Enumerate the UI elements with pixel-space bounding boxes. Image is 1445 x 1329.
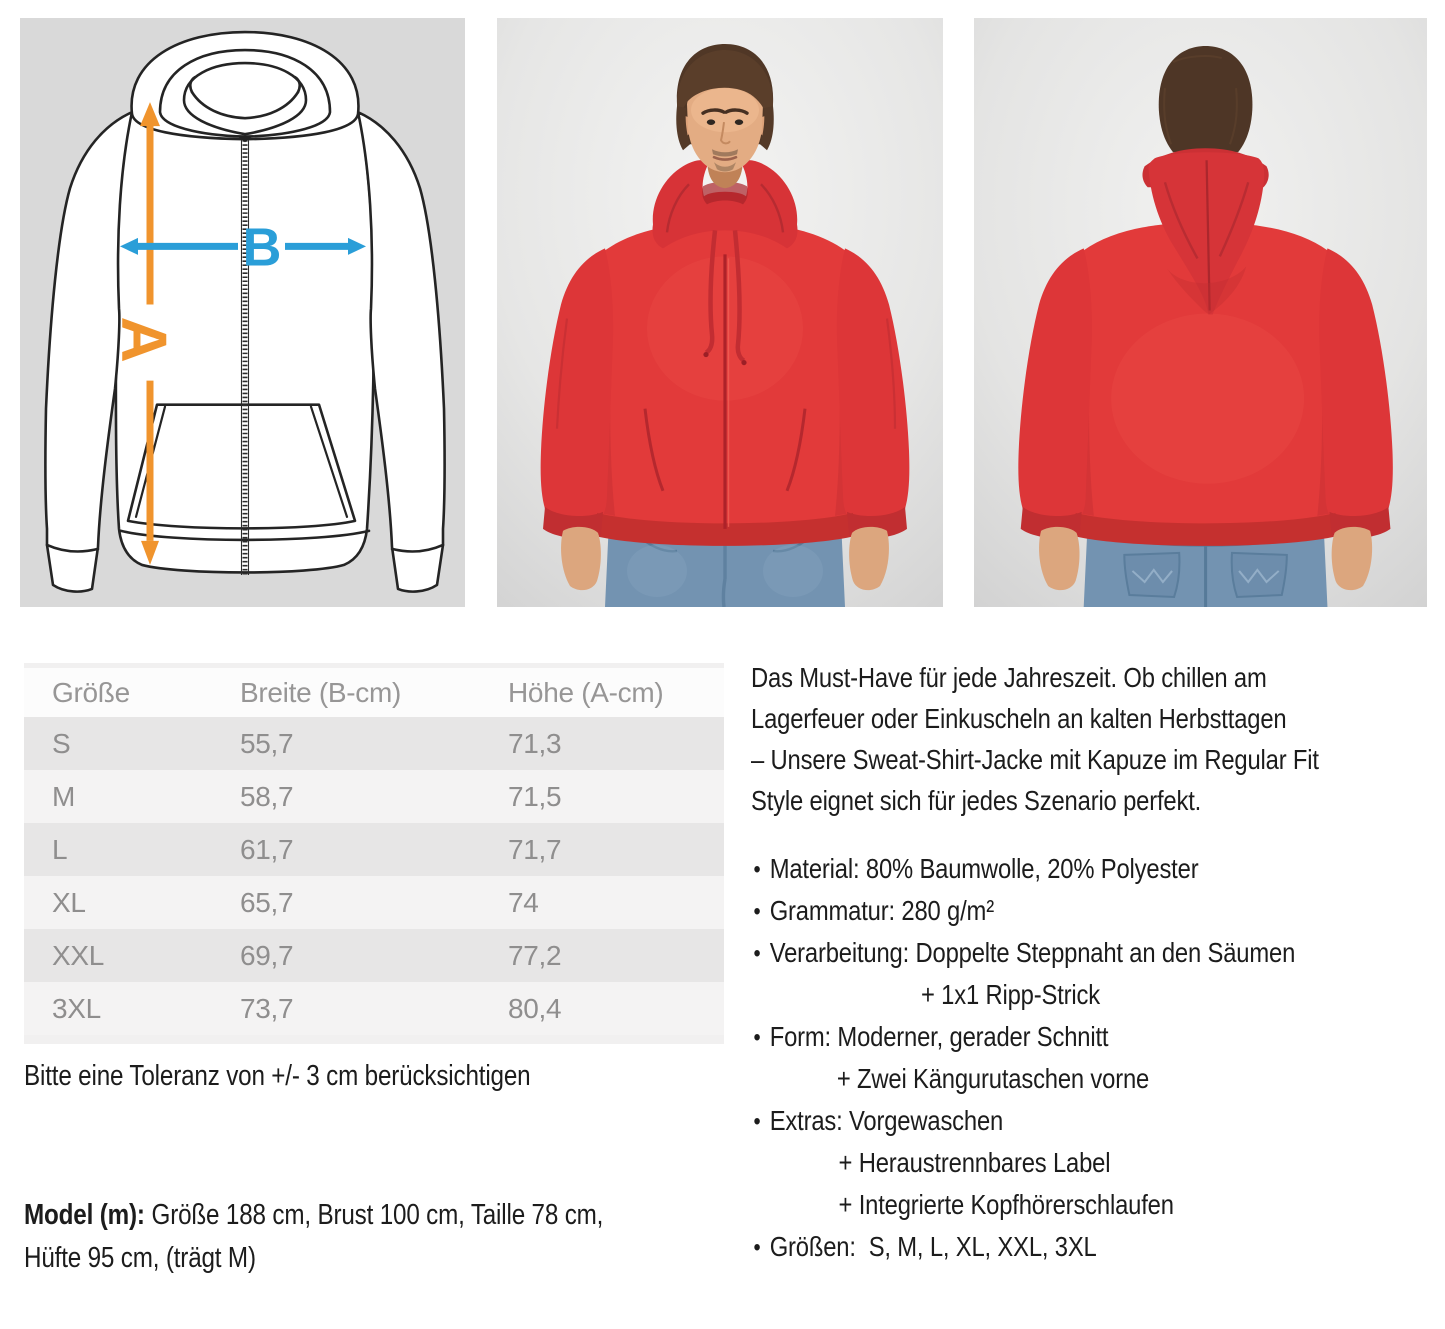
breite-cell: 55,7 [240, 727, 294, 759]
feature-material: Material: 80% Baumwolle, 20% Polyester [769, 853, 1199, 884]
list-item [751, 1016, 1431, 1058]
list-item [751, 932, 1431, 974]
description-line: Lagerfeuer oder Einkuscheln an kalten Herbsttagen [751, 703, 1287, 734]
hoodie-measurement-diagram [20, 18, 465, 607]
feature-grammatur: Grammatur: 280 g/m² [769, 895, 994, 926]
col-header-breite: Breite (B-cm) [240, 676, 401, 708]
model-info [24, 1194, 603, 1280]
size-cell: XL [52, 886, 86, 918]
description-line: Style eignet sich für jedes Szenario perfekt. [751, 785, 1202, 816]
breite-cell: 58,7 [240, 780, 294, 812]
breite-cell: 61,7 [240, 833, 294, 865]
hoehe-cell: 71,5 [508, 780, 562, 812]
list-item [751, 1226, 1431, 1268]
model-info-line2: Hüfte 95 cm, (trägt M) [24, 1242, 256, 1274]
size-cell: S [52, 727, 71, 759]
model-front-illustration [497, 18, 943, 607]
table-row [24, 929, 724, 982]
hoehe-cell: 71,3 [508, 727, 562, 759]
col-header-groesse: Größe [52, 676, 130, 708]
breite-cell: 65,7 [240, 886, 294, 918]
description-line: – Unsere Sweat-Shirt-Jacke mit Kapuze im Regular Fit [751, 744, 1319, 775]
feature-extras: Extras: Vorgewaschen [769, 1105, 1004, 1136]
diagram-zipper [242, 140, 249, 575]
product-description [751, 657, 1431, 1268]
breite-cell: 73,7 [240, 992, 294, 1024]
jeans-pocket-right [1232, 553, 1287, 597]
tolerance-note: Bitte eine Toleranz von +/- 3 cm berücksichtigen [24, 1060, 531, 1092]
list-item-continuation: + Integrierte Kopfhörerschlaufen [838, 1189, 1174, 1220]
size-cell: XXL [52, 939, 105, 971]
hoehe-cell: 71,7 [508, 833, 562, 865]
size-table [24, 663, 724, 1044]
bullet-icon: • [753, 940, 761, 967]
bullet-icon: • [753, 856, 761, 883]
label-b: B [242, 217, 282, 278]
breite-cell: 69,7 [240, 939, 294, 971]
table-row [24, 770, 724, 823]
list-item-continuation: + Heraustrennbares Label [838, 1147, 1111, 1178]
bullet-icon: • [753, 1108, 761, 1135]
table-row [24, 823, 724, 876]
label-a: A [108, 316, 180, 363]
feature-groessen: Größen: S, M, L, XL, XXL, 3XL [769, 1231, 1097, 1262]
size-cell: 3XL [52, 992, 101, 1024]
list-item-continuation: + Zwei Kängurutaschen vorne [836, 1063, 1150, 1094]
list-item [751, 890, 1431, 932]
table-row [24, 982, 724, 1035]
size-cell: L [52, 833, 68, 865]
table-row [24, 717, 724, 770]
size-table-header [24, 668, 724, 717]
feature-verarbeitung: Verarbeitung: Doppelte Steppnaht an den Säumen [769, 937, 1296, 968]
size-diagram-image[interactable] [20, 18, 465, 607]
model-front-photo[interactable] [497, 18, 943, 607]
model-info-line1 [24, 1194, 603, 1237]
hoehe-cell: 74 [508, 886, 539, 918]
table-row [24, 876, 724, 929]
jeans-pocket-left [1124, 553, 1179, 597]
feature-form: Form: Moderner, gerader Schnitt [769, 1021, 1109, 1052]
hoehe-cell: 77,2 [508, 939, 562, 971]
size-cell: M [52, 780, 76, 812]
list-item [751, 848, 1431, 890]
bullet-icon: • [753, 1234, 761, 1261]
col-header-hoehe: Höhe (A-cm) [508, 676, 664, 708]
model-info-label: Model (m): [24, 1199, 145, 1231]
feature-list [751, 848, 1431, 1268]
list-item [751, 1100, 1431, 1142]
description-line: Das Must-Have für jede Jahreszeit. Ob chillen am [751, 662, 1267, 693]
model-back-photo[interactable] [974, 18, 1427, 607]
model-back-illustration [974, 18, 1427, 607]
model-info-measurements: Größe 188 cm, Brust 100 cm, Taille 78 cm, [151, 1199, 604, 1231]
list-item-continuation: + 1x1 Ripp-Strick [921, 979, 1100, 1010]
hoehe-cell: 80,4 [508, 992, 562, 1024]
bullet-icon: • [753, 898, 761, 925]
bullet-icon: • [753, 1024, 761, 1051]
